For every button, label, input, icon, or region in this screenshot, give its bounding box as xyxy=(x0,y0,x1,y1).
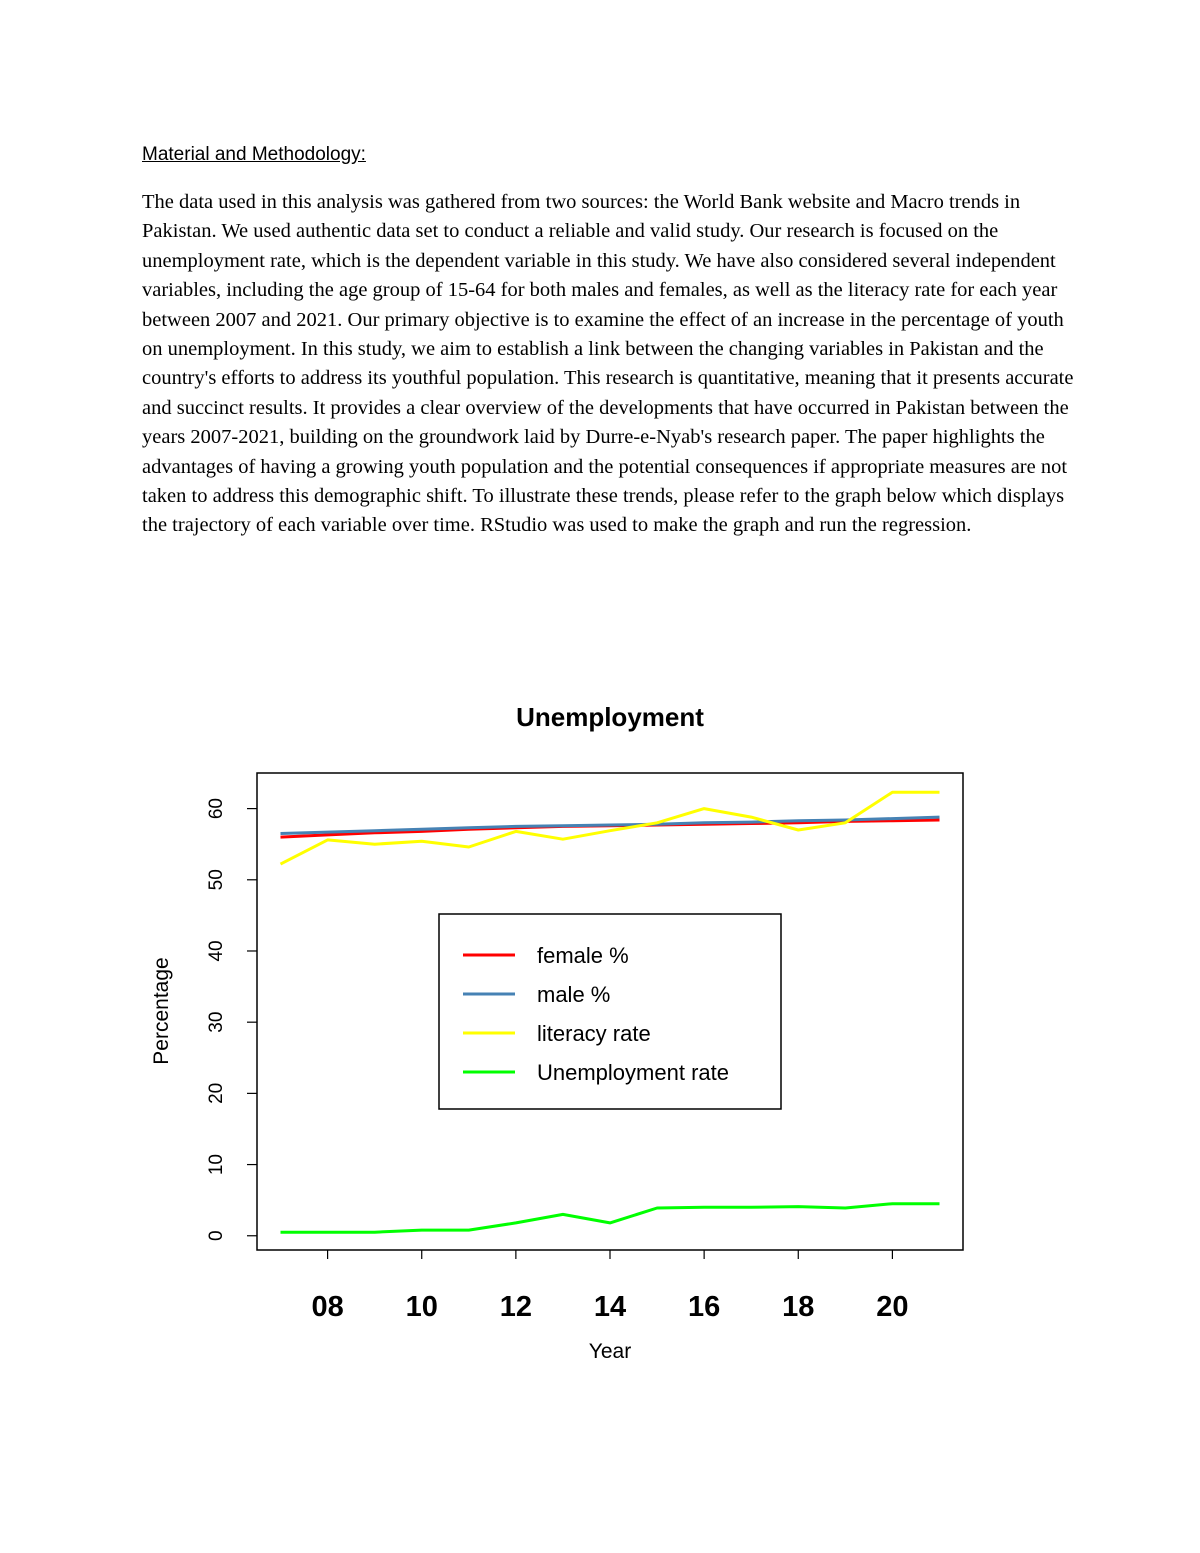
y-tick-label: 60 xyxy=(206,798,227,820)
x-tick-label: 14 xyxy=(593,1291,627,1323)
y-tick-label: 20 xyxy=(206,1082,227,1104)
section-heading: Material and Methodology: xyxy=(142,144,366,165)
x-tick-label: 20 xyxy=(876,1291,909,1323)
x-tick-label: 12 xyxy=(499,1291,532,1323)
y-tick-label: 40 xyxy=(206,940,227,962)
chart-container xyxy=(0,680,1200,1380)
y-tick-label: 50 xyxy=(206,869,227,891)
y-axis-label: Percentage xyxy=(150,957,173,1065)
chart-title: Unemployment xyxy=(516,702,704,732)
legend-label: male % xyxy=(537,982,611,1007)
body-paragraph: The data used in this analysis was gathered from two sources: the World Bank website and Macro trends in Pakistan. We used authentic data set to conduct a reliable and valid study. Our research is focused on the unemployment rate, which is the dependent variable in this study. We have also considered several independent variables, including the age group of 15-64 for both males and females, as well as the literacy rate for each year between 2007 and 2021. Our primary objective is to examine the effect of an increase in the percentage of youth on unemployment. In this study, we aim to establish a link between the changing variables in Pakistan and the country's efforts to address its youthful population. This research is quantitative, meaning that it presents accurate and succinct results. It provides a clear overview of the developments that have occurred in Pakistan between the years 2007-2021, building on the groundwork laid by Durre-e-Nyab's research paper. The paper highlights the advantages of having a growing youth population and the potential consequences if appropriate measures are not taken to address this demographic shift. To illustrate these trends, please refer to the graph below which displays the trajectory of each variable over time. RStudio was used to make the graph and run the regression. xyxy=(142,191,1074,537)
legend-label: Unemployment rate xyxy=(537,1060,729,1085)
legend-label: female % xyxy=(537,943,629,968)
x-tick-label: 10 xyxy=(405,1291,438,1323)
y-tick-label: 10 xyxy=(206,1153,227,1176)
series-line-literacy-rate xyxy=(281,792,940,864)
y-axis xyxy=(206,798,257,1241)
y-tick-label: 0 xyxy=(206,1230,227,1242)
x-tick-label: 18 xyxy=(782,1291,815,1323)
y-tick-label: 30 xyxy=(206,1011,227,1033)
legend-label: literacy rate xyxy=(537,1021,651,1046)
legend xyxy=(439,914,781,1109)
x-tick-label: 08 xyxy=(311,1291,344,1323)
x-axis-label: Year xyxy=(588,1340,632,1363)
x-tick-label: 16 xyxy=(688,1291,721,1323)
line-chart xyxy=(0,680,1200,1380)
series-line-unemployment-rate xyxy=(281,1204,940,1233)
x-axis xyxy=(311,1250,908,1323)
